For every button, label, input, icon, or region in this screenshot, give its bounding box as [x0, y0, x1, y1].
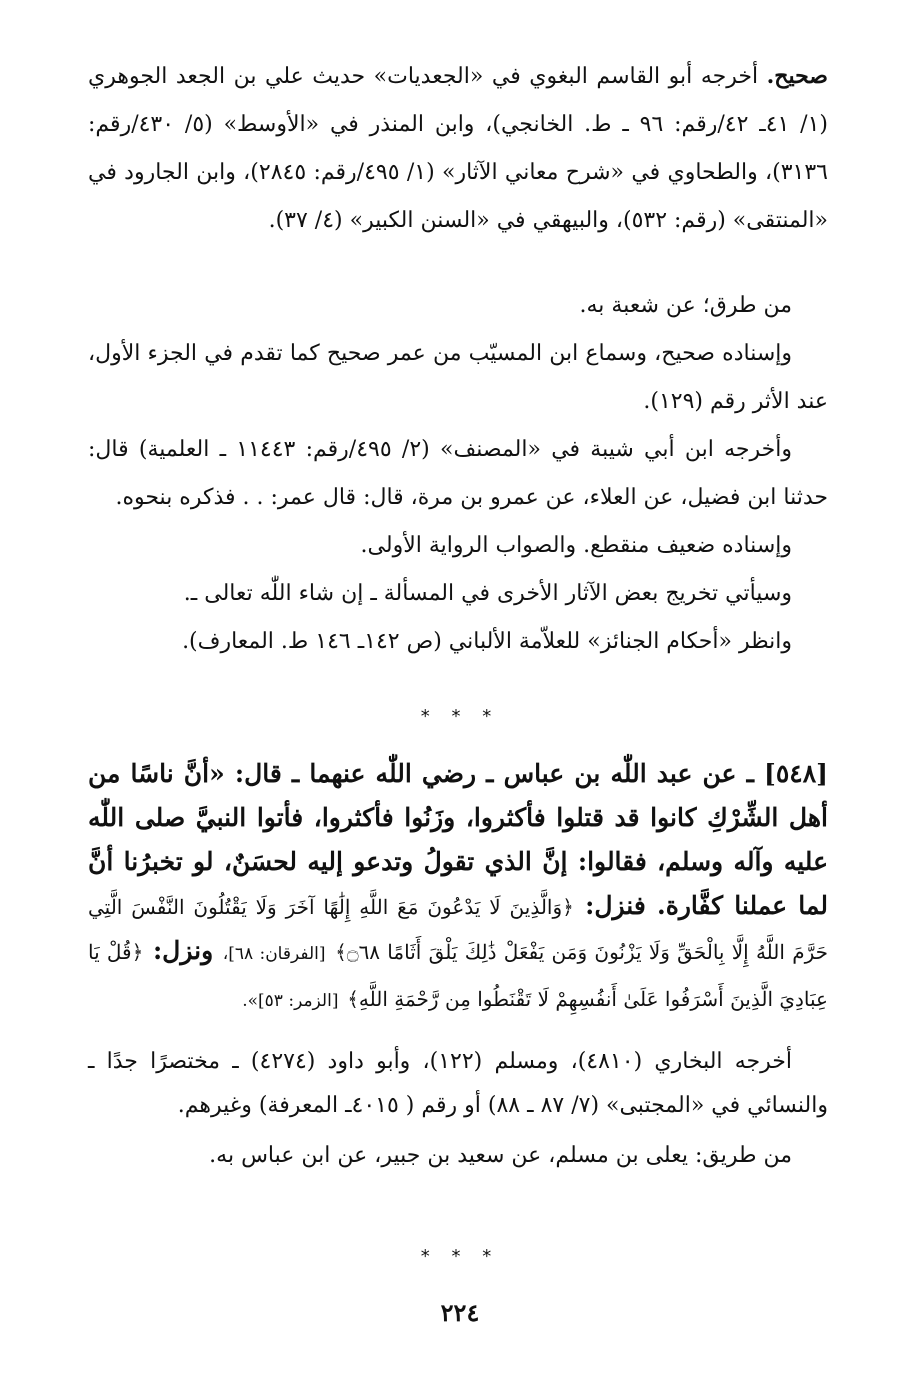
hadith-takhrij — [88, 1040, 828, 1180]
sources-text: أخرجه أبو القاسم البغوي في «الجعديات» حديث علي بن الجعد الجوهري (١/ ٤١ـ ٤٢/رقم: ٩٦ ـ ط. الخانجي)، وابن المنذر في «الأوسط» (٥/ ٤٣٠/رقم: ٣١٣٦)، والطحاوي في «شرح معاني الآثار» (١/ ٤٩٥/رقم: ٢٨٤٥)، وابن الجارود في «المنتقى» (رقم: ٥٣٢)، والبيهقي في «السنن الكبير» (٤/ ٣٧). — [88, 64, 829, 233]
paragraph-chains: من طرق؛ عن شعبة به. — [579, 293, 792, 318]
paragraph-forthcoming: وسيأتي تخريج بعض الآثار الأخرى في المسألة ـ إن شاء اللّٰه تعالى ـ. — [183, 581, 792, 606]
quran-verse-furqan: ﴿وَالَّذِينَ لَا يَدْعُونَ مَعَ اللَّهِ إِلَٰهًا آخَرَ وَلَا يَقْتُلُونَ النَّفْسَ الَّتِي حَرَّمَ اللَّهُ إِلَّا بِالْحَقِّ وَلَا يَزْنُونَ وَمَن يَفْعَلْ ذَٰلِكَ يَلْقَ أَثَامًا ۝٦٨﴾ — [88, 895, 828, 964]
hadith-text — [88, 752, 828, 1023]
paragraph-see-also: وانظر «أحكام الجنائز» للعلاّمة الألباني (ص ١٤٢ـ ١٤٦ ط. المعارف). — [182, 629, 792, 654]
quran-verse-zumar: ﴿قُلْ يَا عِبَادِيَ الَّذِينَ أَسْرَفُوا عَلَىٰ أَنفُسِهِمْ لَا تَقْنَطُوا مِن رَّحْمَةِ اللَّهِ﴾ — [88, 940, 828, 1011]
paragraph-ibn-abi-shayba: وأخرجه ابن أبي شيبة في «المصنف» (٢/ ٤٩٥/رقم: ١١٤٤٣ ـ العلمية) قال: حدثنا ابن فضيل، عن العلاء، عن عمرو بن مرة، قال: قال عمر: . . فذكره بنحوه. — [88, 437, 828, 510]
hadith-548 — [88, 752, 828, 1023]
takhrij-section-previous — [88, 52, 828, 245]
paragraph-chain-yala: من طريق: يعلى بن مسلم، عن سعيد بن جبير، عن ابن عباس به. — [209, 1143, 792, 1168]
quran-ref-zumar: [الزمر: ٥٣]». — [242, 991, 339, 1011]
section-separator-end: * * * — [420, 1246, 500, 1267]
paragraph-isnad-sahih: وإسناده صحيح، وسماع ابن المسيّب من عمر صحيح كما تقدم في الجزء الأول، عند الأثر رقم (١٢٩). — [88, 341, 828, 414]
quran-ref-furqan: [الفرقان: ٦٨]، — [222, 944, 326, 964]
hadith-narration: [٥٤٨] ـ عن عبد اللّٰه بن عباس ـ رضي اللّٰه عنهما ـ قال: «أنَّ ناسًا من أهل الشِّرْكِ كانوا قد قتلوا فأكثروا، وزَنُوا فأكثروا، فأتوا النبيَّ صلى اللّٰه عليه وآله وسلم، فقالوا: إنَّ الذي تقولُ وتدعو إليه لحسَنٌ، لو تخبرُنا أنَّ لما عملنا كفَّارة. فنزل: — [88, 759, 828, 920]
paragraph-bukhari-muslim: أخرجه البخاري (٤٨١٠)، ومسلم (١٢٢)، وأبو داود (٤٢٧٤) ـ مختصرًا جدًا ـ والنسائي في «المجتبى» (٧/ ٨٧ ـ ٨٨) أو رقم ( ٤٠١٥ـ المعرفة) وغيرهم. — [88, 1049, 828, 1118]
and-revealed-label: ونزل: — [152, 936, 214, 965]
paragraph-isnad-daif: وإسناده ضعيف منقطع. والصواب الرواية الأولى. — [360, 533, 792, 558]
grade-label: صحيح. — [766, 63, 828, 89]
takhrij-notes — [88, 282, 828, 666]
paragraph-sources — [88, 52, 828, 245]
page-number: ٢٢٤ — [440, 1298, 480, 1327]
section-separator: * * * — [420, 706, 500, 727]
